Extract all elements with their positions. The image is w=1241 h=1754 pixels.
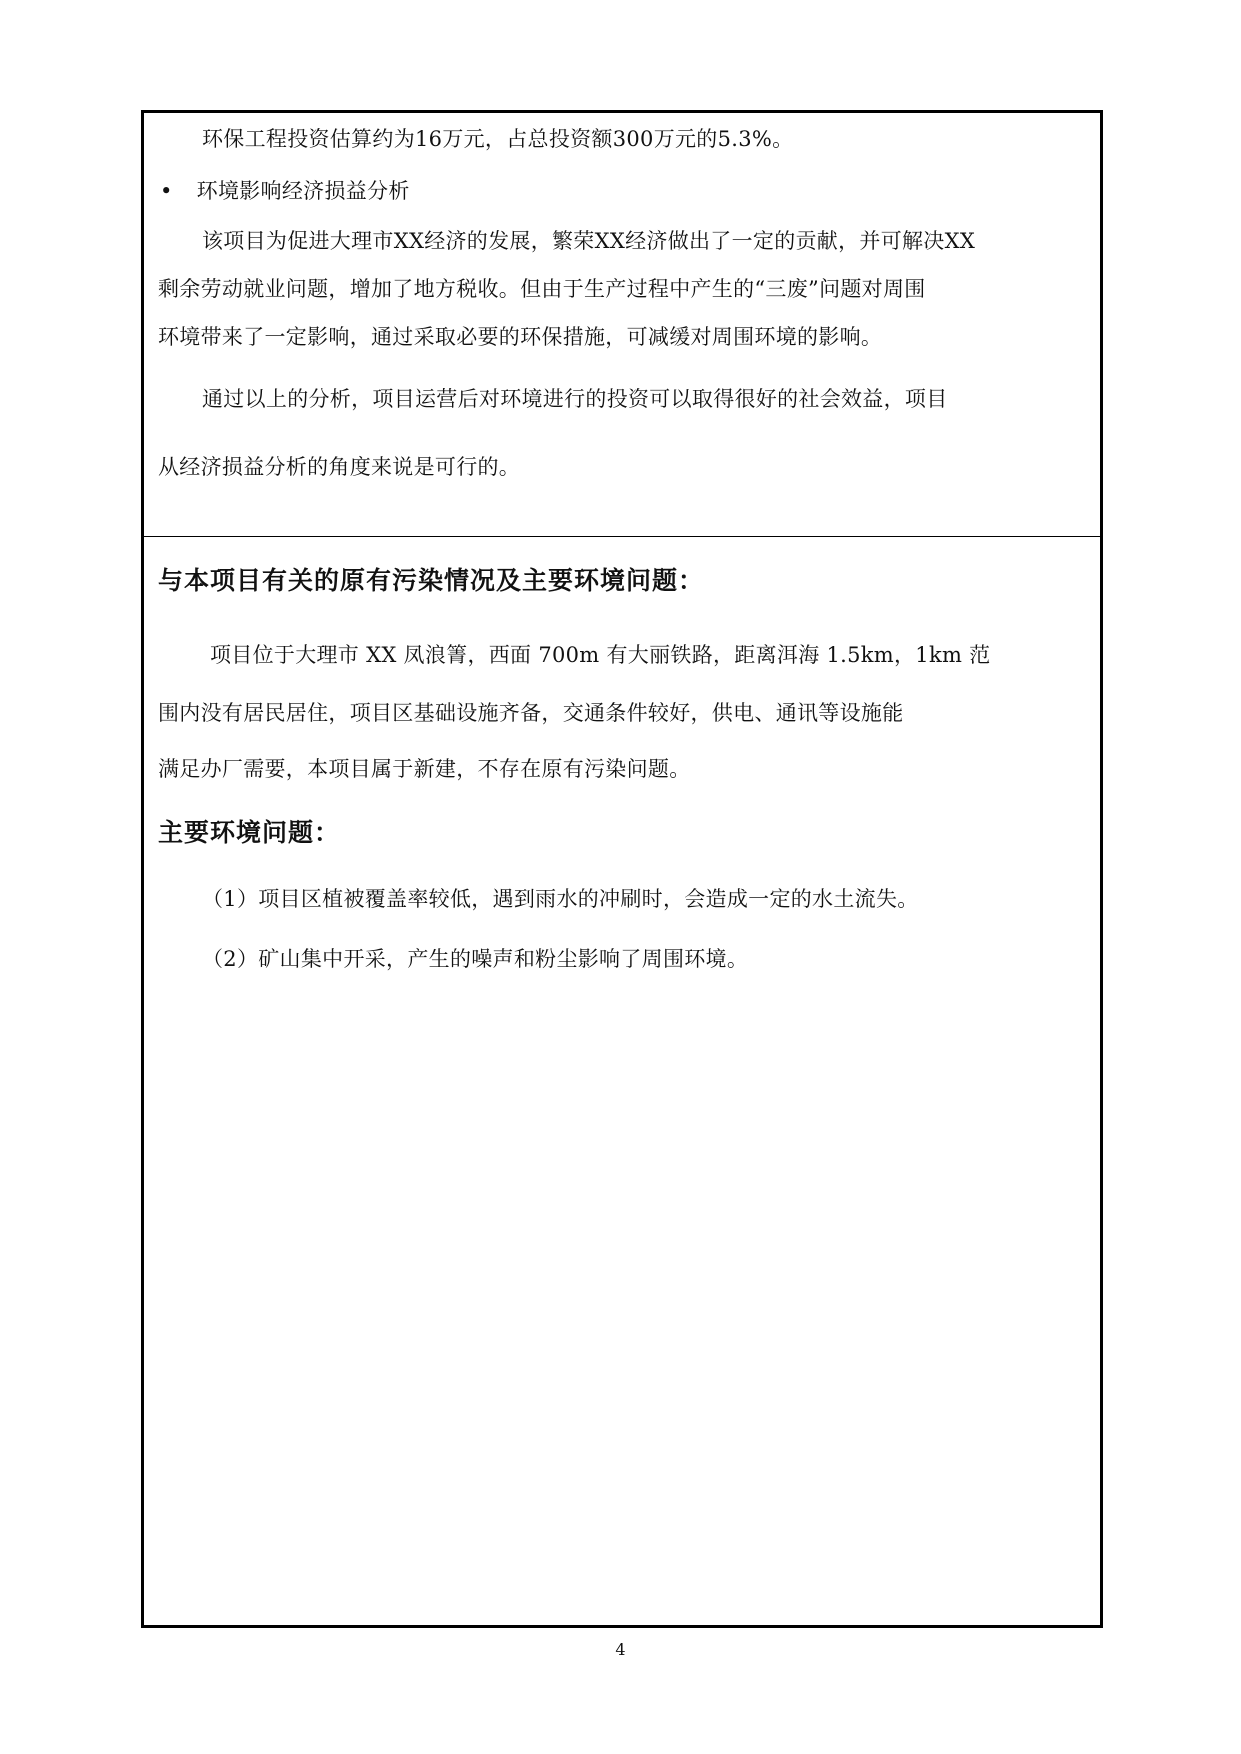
econ-para2-line1: 通过以上的分析，项目运营后对环境进行的投资可以取得很好的社会效益，项目 bbox=[202, 387, 948, 411]
issue-item-1: （1）项目区植被覆盖率较低，遇到雨水的冲刷时，会造成一定的水土流失。 bbox=[202, 887, 919, 911]
bullet-title: 环境影响经济损益分析 bbox=[196, 179, 410, 203]
issues-heading: 主要环境问题： bbox=[158, 818, 341, 847]
econ-para1-line1: 该项目为促进大理市XX经济的发展，繁荣XX经济做出了一定的贡献，并可解决XX bbox=[202, 229, 976, 253]
bullet-heading bbox=[158, 167, 1086, 215]
page-number: 4 bbox=[615, 1640, 626, 1659]
pollution-line1: 项目位于大理市 XX 凤浪箐，西面 700m 有大丽铁路，距离洱海 1.5km，1km 范 bbox=[210, 643, 991, 667]
econ-para2-line2: 从经济损益分析的角度来说是可行的。 bbox=[158, 455, 521, 479]
issue-item-2: （2）矿山集中开采，产生的噪声和粉尘影响了周围环境。 bbox=[202, 947, 749, 971]
investment-line: 环保工程投资估算约为16万元，占总投资额300万元的5.3%。 bbox=[202, 127, 794, 151]
content-frame bbox=[141, 110, 1103, 1628]
pollution-line3: 满足办厂需要，本项目属于新建，不存在原有污染问题。 bbox=[158, 757, 691, 781]
bullet-icon: • bbox=[160, 179, 173, 203]
pollution-line2: 围内没有居民居住，项目区基础设施齐备，交通条件较好，供电、通讯等设施能 bbox=[158, 701, 904, 725]
econ-para1-line3: 环境带来了一定影响，通过采取必要的环保措施，可减缓对周围环境的影响。 bbox=[158, 325, 883, 349]
econ-para1-line2: 剩余劳动就业问题，增加了地方税收。但由于生产过程中产生的“三废”问题对周围 bbox=[158, 277, 926, 301]
pollution-heading: 与本项目有关的原有污染情况及主要环境问题： bbox=[158, 566, 705, 595]
section-divider bbox=[144, 536, 1100, 537]
